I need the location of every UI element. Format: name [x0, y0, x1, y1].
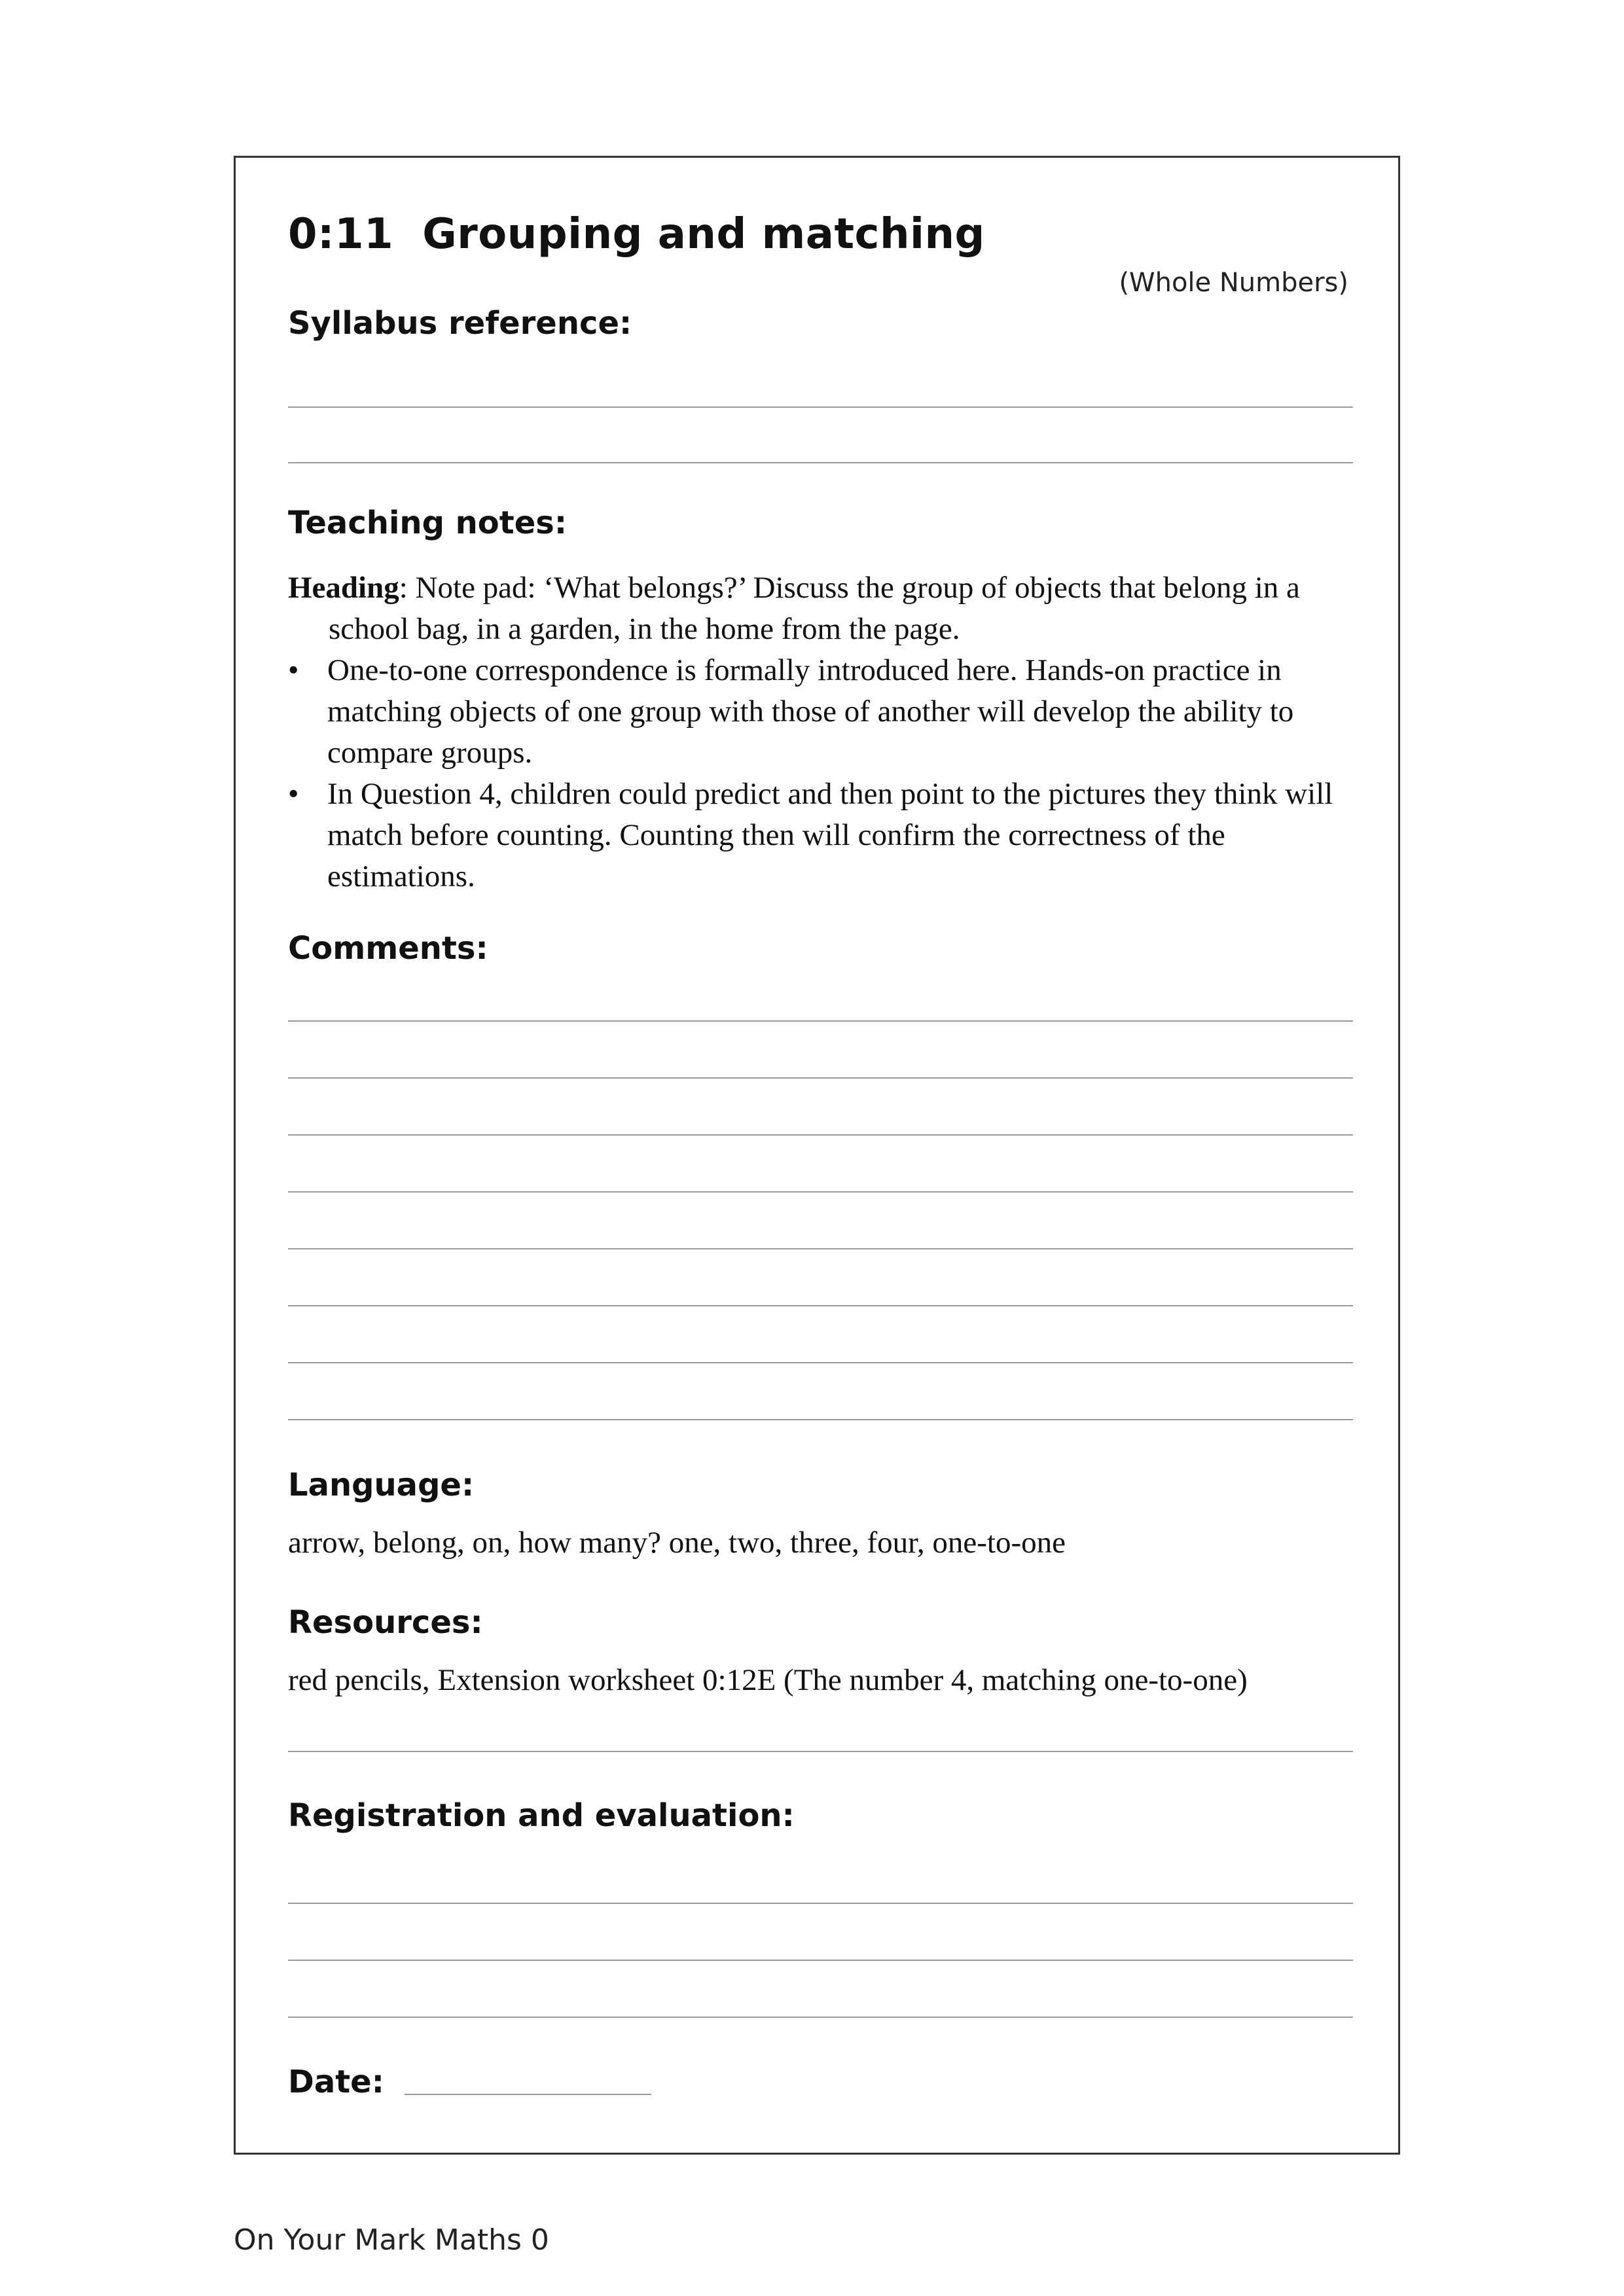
notes-intro [288, 567, 1362, 650]
comments-write-line[interactable] [288, 1077, 1353, 1079]
page-footer: On Your Mark Maths 0 [234, 2223, 549, 2257]
registration-write-line[interactable] [288, 1960, 1353, 1961]
resources-text: red pencils, Extension worksheet 0:12E (The number 4, matching one-to-one) [288, 1663, 1248, 1697]
lesson-number: 0:11 [288, 210, 394, 259]
syllabus-write-line[interactable] [288, 406, 1353, 408]
resources-write-line[interactable] [288, 1751, 1353, 1752]
teaching-notes-body [288, 567, 1362, 897]
date-write-line[interactable] [405, 2094, 651, 2095]
syllabus-write-line[interactable] [288, 462, 1353, 463]
list-item [288, 774, 1362, 897]
notes-bullet-list [288, 650, 1362, 897]
date-label: Date: [288, 2064, 384, 2100]
bullet-icon: • [288, 777, 299, 811]
comments-write-line[interactable] [288, 1362, 1353, 1363]
notes-intro-label: Heading [288, 571, 399, 605]
bullet-text: In Question 4, children could predict and then point to the pictures they think will match before counting. Counting then will confirm the correctness of the estimations. [327, 777, 1333, 893]
teaching-notes-heading: Teaching notes: [288, 505, 568, 541]
resources-heading: Resources: [288, 1604, 483, 1641]
comments-write-line[interactable] [288, 1248, 1353, 1249]
worksheet-frame [234, 156, 1400, 2155]
syllabus-heading: Syllabus reference: [288, 305, 632, 342]
comments-heading: Comments: [288, 930, 488, 967]
comments-write-line[interactable] [288, 1419, 1353, 1420]
comments-write-line[interactable] [288, 1305, 1353, 1306]
registration-write-line[interactable] [288, 1903, 1353, 1904]
comments-write-line[interactable] [288, 1191, 1353, 1193]
list-item [288, 650, 1362, 774]
registration-write-line[interactable] [288, 2017, 1353, 2018]
registration-heading: Registration and evaluation: [288, 1797, 795, 1834]
comments-write-line[interactable] [288, 1134, 1353, 1136]
subject-label: (Whole Numbers) [1119, 268, 1348, 298]
bullet-text: One-to-one correspondence is formally introduced here. Hands-on practice in matching objects of one group with those of another will develop the ability to compare groups. [327, 653, 1294, 770]
language-heading: Language: [288, 1467, 475, 1503]
lesson-title: Grouping and matching [422, 210, 985, 259]
comments-write-line[interactable] [288, 1020, 1353, 1022]
bullet-icon: • [288, 653, 299, 687]
language-text: arrow, belong, on, how many? one, two, three, four, one-to-one [288, 1526, 1066, 1560]
page-title [288, 210, 985, 259]
notes-intro-text: : Note pad: ‘What belongs?’ Discuss the group of objects that belong in a school bag, in a garden, in the home from the page. [329, 571, 1300, 646]
